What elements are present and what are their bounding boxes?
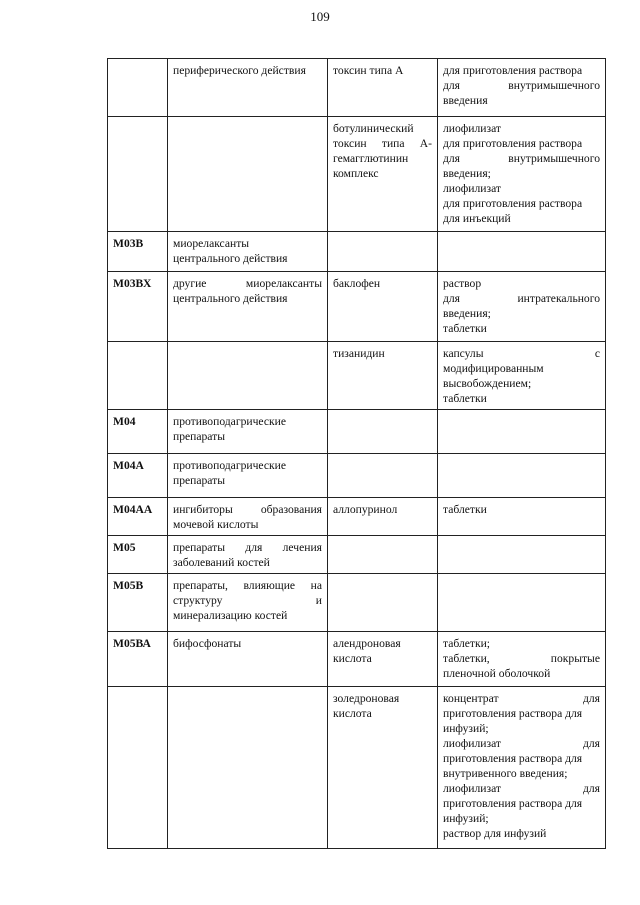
name-line: кислота (333, 652, 372, 665)
cell-forms (438, 454, 606, 498)
cell-forms (438, 342, 606, 410)
cell-group (168, 574, 328, 632)
forms-line: приготовления раствора для (443, 707, 583, 720)
cell-group (168, 117, 328, 232)
cell-name (328, 632, 438, 687)
cell-forms (438, 574, 606, 632)
forms-line: раствор (443, 277, 482, 290)
cell-atc-code: М03ВХ (108, 272, 168, 342)
group-line: миорелаксанты (173, 237, 250, 250)
group-line: периферического действия (173, 64, 306, 77)
cell-atc-code: М04А (108, 454, 168, 498)
forms-line: высвобождением; (443, 377, 532, 390)
cell-atc-code: М05ВА (108, 632, 168, 687)
cell-forms (438, 632, 606, 687)
cell-name (328, 454, 438, 498)
group-line: ингибиторы образования (173, 503, 322, 516)
cell-atc-code: М05 (108, 536, 168, 574)
table-row (108, 632, 606, 687)
cell-name (328, 498, 438, 536)
cell-forms (438, 410, 606, 454)
forms-line: введения (443, 94, 488, 107)
forms-line: пленочной оболочкой (443, 667, 551, 680)
forms-line: лиофилизат для (443, 737, 600, 750)
cell-forms (438, 498, 606, 536)
cell-group (168, 410, 328, 454)
cell-name (328, 536, 438, 574)
table-row (108, 272, 606, 342)
cell-name (328, 232, 438, 272)
group-line: центрального действия (173, 292, 288, 305)
forms-line: введения; (443, 307, 491, 320)
cell-group (168, 454, 328, 498)
table-row (108, 342, 606, 410)
forms-line: для приготовления раствора (443, 64, 583, 77)
cell-forms (438, 232, 606, 272)
forms-line: лиофилизат (443, 182, 501, 195)
cell-atc-code: М03В (108, 232, 168, 272)
table-row (108, 117, 606, 232)
table-row (108, 536, 606, 574)
group-line: минерализацию костей (173, 609, 288, 622)
name-line: аллопуринол (333, 503, 398, 516)
group-line: центрального действия (173, 252, 288, 265)
cell-name (328, 410, 438, 454)
forms-line: таблетки (443, 503, 487, 516)
group-line: препараты (173, 430, 225, 443)
cell-group (168, 59, 328, 117)
name-line: тизанидин (333, 347, 385, 360)
forms-line: таблетки, покрытые (443, 652, 600, 665)
forms-line: внутривенного введения; (443, 767, 568, 780)
group-line: мочевой кислоты (173, 518, 259, 531)
table-row (108, 687, 606, 849)
forms-line: введения; (443, 167, 491, 180)
table-row (108, 454, 606, 498)
group-line: структуру и (173, 594, 322, 607)
forms-line: лиофилизат (443, 122, 501, 135)
cell-atc-code (108, 117, 168, 232)
forms-line: лиофилизат для (443, 782, 600, 795)
forms-line: таблетки (443, 322, 487, 335)
cell-group (168, 632, 328, 687)
page-number: 109 (310, 9, 330, 24)
cell-group (168, 536, 328, 574)
forms-line: для инъекций (443, 212, 511, 225)
forms-line: таблетки (443, 392, 487, 405)
group-line: заболеваний костей (173, 556, 270, 569)
group-line: противоподагрические (173, 415, 286, 428)
group-line: препараты (173, 474, 225, 487)
table-body (108, 59, 606, 849)
name-line: кислота (333, 707, 372, 720)
table-row (108, 574, 606, 632)
forms-line: модифицированным (443, 362, 544, 375)
cell-group (168, 232, 328, 272)
name-line: золедроновая (333, 692, 400, 705)
cell-name (328, 687, 438, 849)
cell-forms (438, 687, 606, 849)
group-line: бифосфонаты (173, 637, 242, 650)
table-row (108, 59, 606, 117)
cell-name (328, 342, 438, 410)
group-line: препараты, влияющие на (173, 579, 322, 592)
name-line: баклофен (333, 277, 381, 290)
name-line: токсин типа А- (333, 137, 432, 150)
forms-line: для приготовления раствора (443, 137, 583, 150)
forms-line: инфузий; (443, 722, 489, 735)
cell-atc-code: М04АА (108, 498, 168, 536)
forms-line: капсулы с (443, 347, 600, 360)
name-line: комплекс (333, 167, 379, 180)
forms-line: раствор для инфузий (443, 827, 547, 840)
forms-line: для внутримышечного (443, 79, 600, 92)
table-row (108, 498, 606, 536)
group-line: другие миорелаксанты (173, 277, 322, 290)
name-line: токсин типа А (333, 64, 404, 77)
cell-atc-code: М04 (108, 410, 168, 454)
table-row (108, 410, 606, 454)
table-row (108, 232, 606, 272)
group-line: противоподагрические (173, 459, 286, 472)
cell-group (168, 342, 328, 410)
cell-name (328, 117, 438, 232)
name-line: гемагглютинин (333, 152, 409, 165)
name-line: ботулинический (333, 122, 414, 135)
cell-group (168, 272, 328, 342)
cell-name (328, 272, 438, 342)
cell-group (168, 687, 328, 849)
cell-forms (438, 117, 606, 232)
cell-forms (438, 536, 606, 574)
cell-atc-code (108, 687, 168, 849)
forms-line: концентрат для (443, 692, 600, 705)
forms-line: для интратекального (443, 292, 600, 305)
forms-line: приготовления раствора для (443, 797, 583, 810)
group-line: препараты для лечения (173, 541, 322, 554)
forms-line: для приготовления раствора (443, 197, 583, 210)
cell-group (168, 498, 328, 536)
drug-table (107, 58, 606, 849)
name-line: алендроновая (333, 637, 401, 650)
cell-forms (438, 272, 606, 342)
forms-line: инфузий; (443, 812, 489, 825)
cell-atc-code (108, 59, 168, 117)
cell-atc-code (108, 342, 168, 410)
forms-line: для внутримышечного (443, 152, 600, 165)
forms-line: таблетки; (443, 637, 491, 650)
cell-atc-code: М05В (108, 574, 168, 632)
cell-name (328, 574, 438, 632)
cell-forms (438, 59, 606, 117)
forms-line: приготовления раствора для (443, 752, 583, 765)
cell-name (328, 59, 438, 117)
